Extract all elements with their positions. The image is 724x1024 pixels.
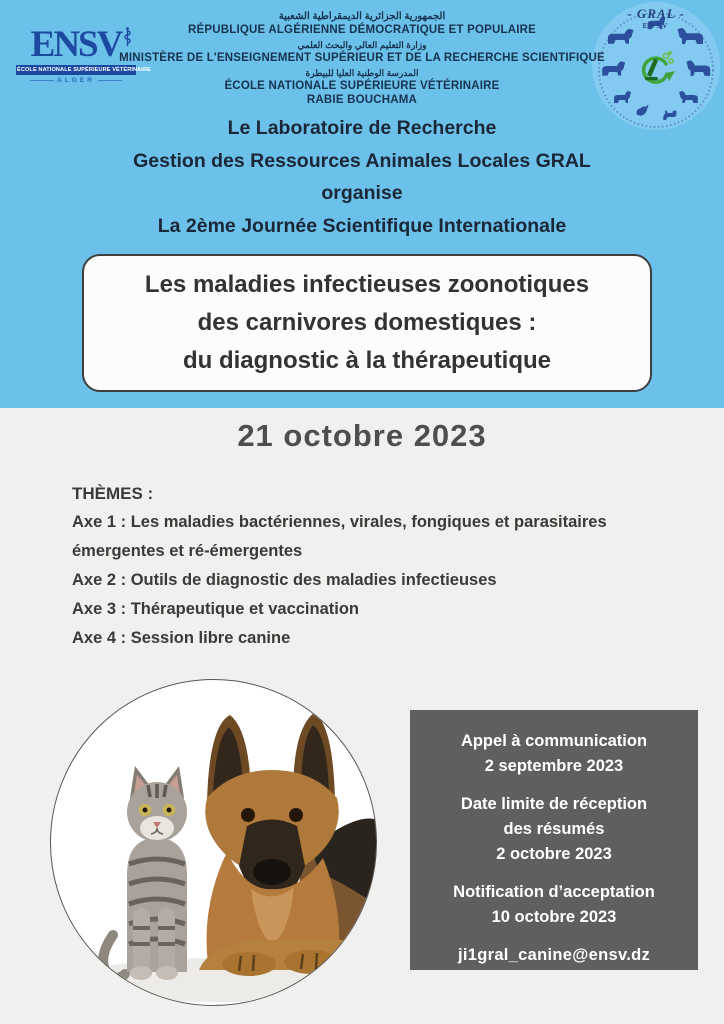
gral-logo-subtitle: ENSV xyxy=(642,22,670,30)
intro-line-gral: Gestion des Ressources Animales Locales GRAL xyxy=(133,149,591,172)
event-title-box xyxy=(82,254,652,392)
deadline-label-line2: des résumés xyxy=(503,820,605,838)
header-arabic-line1: الجمهورية الجزائرية الديمقراطية الشعبية xyxy=(278,11,446,22)
ensv-city-text: ALGER xyxy=(57,77,95,84)
dog-graphic xyxy=(199,713,377,976)
gral-logo-title: - GRAL - xyxy=(627,6,685,21)
header-arabic-line2: وزارة التعليم العالي والبحث العلمي xyxy=(297,40,427,50)
cat-graphic xyxy=(103,766,187,980)
theme-item-axe1: Axe 1 : Les maladies bactériennes, virales, fongiques et parasitaires émergentes et ré-émergentes xyxy=(72,513,607,560)
dog-cat-photo xyxy=(50,679,377,1006)
event-title-line3: du diagnostic à la thérapeutique xyxy=(182,347,552,374)
header-french-line2: MINISTÈRE DE L'ENSEIGNEMENT SUPÉRIEUR ET DE LA RECHERCHE SCIENTIFIQUE xyxy=(119,52,605,64)
deadline-label-line1: Date limite de réception xyxy=(460,795,648,813)
call-for-papers-date: 2 septembre 2023 xyxy=(484,757,624,775)
government-header xyxy=(0,10,724,107)
event-date: 21 octobre 2023 xyxy=(237,418,487,453)
header-french-line4: RABIE BOUCHAMA xyxy=(306,94,418,106)
theme-item-axe3: Axe 3 : Thérapeutique et vaccination xyxy=(72,600,359,618)
themes-heading: THÈMES : xyxy=(72,484,154,503)
call-for-papers-label: Appel à communication xyxy=(460,732,648,750)
deadlines-info-box xyxy=(410,710,698,970)
event-title-line2: des carnivores domestiques : xyxy=(197,309,537,336)
themes-section xyxy=(72,479,676,653)
dog-cat-illustration xyxy=(51,680,377,1006)
intro-line-event: La 2ème Journée Scientifique Internationale xyxy=(157,214,567,237)
notification-label: Notification d’acceptation xyxy=(453,883,655,901)
ensv-acronym-text: ENSV xyxy=(30,24,122,65)
organizer-intro xyxy=(0,112,724,242)
header-arabic-line3: المدرسة الوطنية العليا للبيطرة xyxy=(305,68,419,78)
deadline-date: 2 octobre 2023 xyxy=(496,845,612,863)
contact-email: ji1gral_canine@ensv.dz xyxy=(457,946,651,964)
header-french-line3: ÉCOLE NATIONALE SUPÉRIEURE VÉTÉRINAIRE xyxy=(224,80,500,92)
intro-line-organise: organise xyxy=(321,182,403,204)
ensv-banner: ÉCOLE NATIONALE SUPÉRIEURE VÉTÉRINAIRE xyxy=(17,67,151,73)
header-french-line1: RÉPUBLIQUE ALGÉRIENNE DÉMOCRATIQUE ET POPULAIRE xyxy=(187,24,537,36)
theme-item-axe4: Axe 4 : Session libre canine xyxy=(72,629,291,647)
event-title-line1: Les maladies infectieuses zoonotiques xyxy=(144,271,590,298)
theme-item-axe2: Axe 2 : Outils de diagnostic des maladies infectieuses xyxy=(72,571,497,589)
notification-date: 10 octobre 2023 xyxy=(491,908,617,926)
intro-line-lab: Le Laboratoire de Recherche xyxy=(227,117,497,139)
